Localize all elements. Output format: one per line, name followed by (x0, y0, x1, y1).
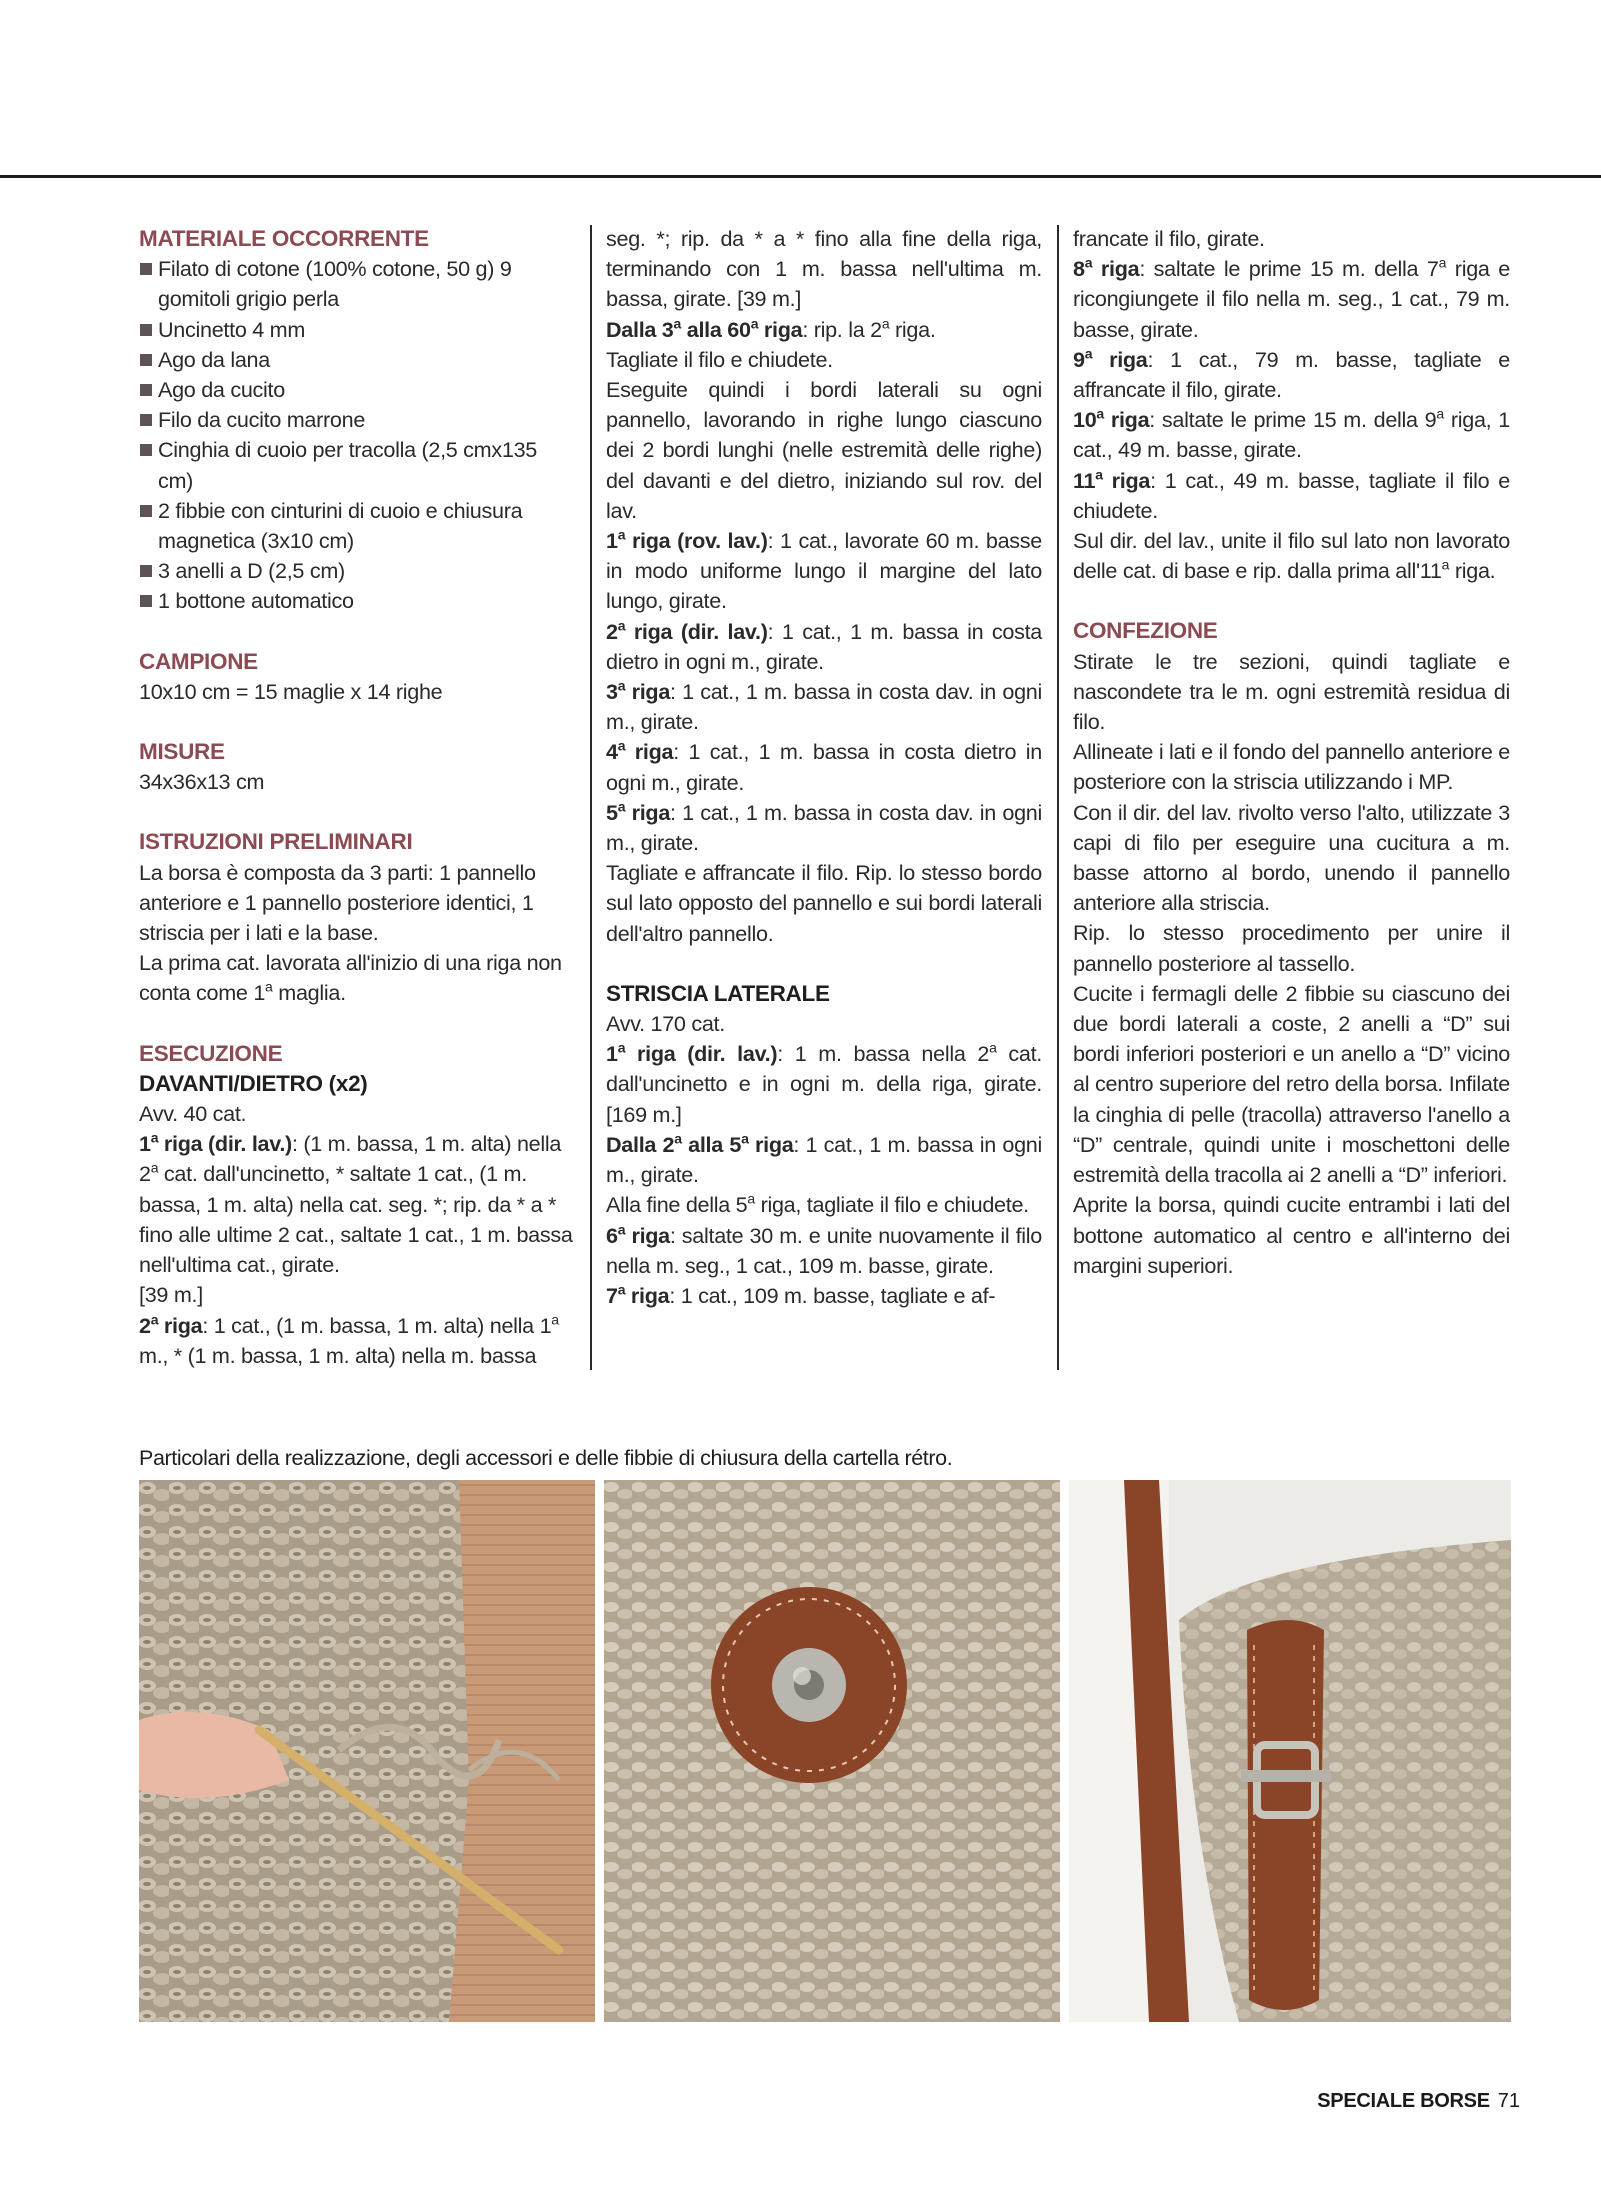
paragraph: Aprite la borsa, quindi cucite entrambi i lati del bottone automatico al centro e all'interno dei margini superiori. (1073, 1192, 1510, 1278)
top-rule (0, 175, 1601, 178)
border-row-5: 5$^a$ riga: 1 cat., 1 m. bassa in costa dav. in ogni m., girate. (606, 798, 1042, 856)
paragraph: Tagliate e affrancate il filo. Rip. lo stesso bordo sul lato opposto del pannello e sui bordi laterali dell'altro pannello. (606, 860, 1042, 946)
strip-rows-2-5: Dalla 2$^a$ alla 5$^a$ riga: 1 cat., 1 m. bassa in ogni m., girate. (606, 1130, 1042, 1188)
border-row-4: 4$^a$ riga: 1 cat., 1 m. bassa in costa dietro in ogni m., girate. (606, 738, 1042, 795)
campione-text: 10x10 cm = 15 maglie x 14 righe (139, 678, 443, 704)
istruzioni-note: La prima cat. lavorata all'inizio di una riga non conta come 1$^a$ maglia. (139, 950, 562, 1006)
strip-row-7: 7$^a$ riga: 1 cat., 109 m. basse, tagliate e af- (606, 1281, 996, 1308)
paragraph: Alla fine della 5$^a$ riga, tagliate il filo e chiudete. (606, 1190, 1029, 1218)
strip-row-1: 1$^a$ riga (dir. lav.): 1 m. bassa nella 2$^a$ cat. dall'uncinetto e in ogni m. della riga, girate. [169 m.] (606, 1039, 1042, 1127)
paragraph: Stirate le tre sezioni, quindi tagliate e nascondete tra le m. ogni estremità residua di filo. (1073, 648, 1510, 735)
bullet-square-icon (140, 414, 152, 426)
bullet-square-icon (140, 565, 152, 577)
strip-row-8: 8$^a$ riga: saltate le prime 15 m. della 7$^a$ riga e ricongiungete il filo nella m. seg., 1 cat., 79 m. basse, girate. (1073, 254, 1510, 342)
list-item: Filato di cotone (100% cotone, 50 g) 9 gomitoli grigio perla (139, 254, 575, 314)
photo-caption: Particolari della realizzazione, degli accessori e delle fibbie di chiusura della cartella rétro. (139, 1446, 953, 1470)
paragraph: Cucite i fermagli delle 2 fibbie su ciascuno dei due bordi laterali a coste, 2 anelli a “D” sui bordi inferiori posteriori e un anello a “D” vicino al centro superiore del retro della borsa. Infilate la cinghia di pelle (tracolla) attraverso l'anello a “D” centrale, quindi unite i moschettoni delle estremità della tracolla ai 2 anelli a “D” inferiori. (1073, 980, 1510, 1188)
paragraph: Eseguite quindi i bordi laterali su ogni pannello, lavorando in righe lungo ciascuno dei 2 bordi lunghi (nelle estremità delle righe) del davanti e del dietro, iniziando sul rov. del lav. (606, 377, 1042, 523)
list-item: 3 anelli a D (2,5 cm) (139, 556, 575, 586)
istruzioni-text: La borsa è composta da 3 parti: 1 pannello anteriore e 1 pannello posteriore identici, 1 striscia per i lati e la base. (139, 859, 536, 946)
row-1-instruction: 1$^a$ riga (dir. lav.): (1 m. bassa, 1 m. alta) nella 2$^a$ cat. dall'uncinetto, * saltate 1 cat., (1 m. bassa, 1 m. alta) nella cat. seg. *; rip. da * a * fino alle ultime 2 cat., saltate 1 cat., 1 m. bassa nell'ultima cat., girate. (139, 1129, 573, 1278)
buckle-image (1069, 1480, 1511, 2022)
row-1-count: [39 m.] (139, 1282, 203, 1308)
paragraph: Sul dir. del lav., unite il filo sul lato non lavorato delle cat. di base e rip. dalla prima all'11$^a$ riga. (1073, 528, 1510, 584)
photo-buckle (1069, 1480, 1511, 2022)
paragraph: Tagliate il filo e chiudete. (606, 346, 833, 372)
subheading-striscia-laterale: STRISCIA LATERALE (606, 980, 830, 1006)
strip-avvio: Avv. 170 cat. (606, 1011, 725, 1037)
list-item: Ago da lana (139, 345, 575, 375)
subheading-davanti-dietro: DAVANTI/DIETRO (x2) (139, 1070, 368, 1096)
bullet-square-icon (140, 444, 152, 456)
border-row-3: 3$^a$ riga: 1 cat., 1 m. bassa in costa dav. in ogni m., girate. (606, 677, 1042, 735)
column-3 (1073, 224, 1510, 1281)
list-item: Cinghia di cuoio per tracolla (2,5 cmx135 cm) (139, 435, 575, 495)
list-item: 2 fibbie con cinturini di cuoio e chiusura magnetica (3x10 cm) (139, 496, 575, 556)
crochet-work-image (139, 1480, 595, 2022)
bullet-square-icon (140, 384, 152, 396)
paragraph: francate il filo, girate. (1073, 226, 1265, 251)
column-divider (1057, 225, 1059, 1370)
list-item: 1 bottone automatico (139, 586, 575, 616)
photo-crochet-work (139, 1480, 595, 2022)
bullet-square-icon (140, 354, 152, 366)
heading-confezione: CONFEZIONE (1073, 618, 1218, 644)
avvio-text: Avv. 40 cat. (139, 1101, 247, 1127)
border-row-2: 2$^a$ riga (dir. lav.): 1 cat., 1 m. bassa in costa dietro in ogni m., girate. (606, 617, 1042, 674)
strip-row-11: 11$^a$ riga: 1 cat., 49 m. basse, tagliate il filo e chiudete. (1073, 466, 1510, 523)
strip-row-10: 10$^a$ riga: saltate le prime 15 m. della 9$^a$ riga, 1 cat., 49 m. basse, girate. (1073, 405, 1510, 463)
bullet-square-icon (140, 505, 152, 517)
border-row-1: 1$^a$ riga (rov. lav.): 1 cat., lavorate 60 m. basse in modo uniforme lungo il margine del lato lungo, girate. (606, 526, 1042, 614)
column-divider (590, 225, 592, 1370)
bullet-square-icon (140, 263, 152, 275)
heading-campione: CAMPIONE (139, 648, 258, 674)
page-footer (1300, 2090, 1520, 2113)
rows-3-60-instruction: Dalla 3$^a$ alla 60$^a$ riga: rip. la 2$^a$ riga. (606, 315, 936, 342)
strip-row-6: 6$^a$ riga: saltate 30 m. e unite nuovamente il filo nella m. seg., 1 cat., 109 m. basse, girate. (606, 1221, 1043, 1278)
photo-magnetic-closure (604, 1480, 1060, 2022)
paragraph: Con il dir. del lav. rivolto verso l'alto, utilizzate 3 capi di filo per eseguire una cucitura a m. basse attorno al bordo, unendo il pannello anteriore alla striscia. (1073, 799, 1510, 916)
page-number: 71 (1497, 2090, 1520, 2112)
bullet-square-icon (140, 595, 152, 607)
magnetic-closure-image (604, 1480, 1060, 2022)
misure-text: 34x36x13 cm (139, 769, 265, 795)
bullet-square-icon (140, 324, 152, 336)
strip-row-9: 9$^a$ riga: 1 cat., 79 m. basse, tagliate e affrancate il filo, girate. (1073, 345, 1510, 403)
section-name: SPECIALE BORSE (1317, 2090, 1490, 2112)
heading-misure: MISURE (139, 739, 225, 765)
heading-materiale: MATERIALE OCCORRENTE (139, 226, 429, 251)
paragraph: seg. *; rip. da * a * fino alla fine della riga, terminando con 1 m. bassa nell'ultima m. bassa, girate. [39 m.] (606, 226, 1042, 312)
paragraph: Rip. lo stesso procedimento per unire il pannello posteriore al tassello. (1073, 920, 1510, 976)
list-item: Ago da cucito (139, 375, 575, 405)
paragraph: Allineate i lati e il fondo del pannello anteriore e posteriore con la striscia utilizzando i MP. (1073, 739, 1510, 795)
heading-esecuzione: ESECUZIONE (139, 1040, 283, 1066)
list-item: Filo da cucito marrone (139, 405, 575, 435)
row-2-instruction: 2$^a$ riga: 1 cat., (1 m. bassa, 1 m. alta) nella 1$^a$ m., * (1 m. bassa, 1 m. alta) nella m. bassa (139, 1311, 559, 1368)
column-2 (606, 224, 1042, 1311)
column-1 (139, 224, 575, 1371)
list-item: Uncinetto 4 mm (139, 315, 575, 345)
materials-list (139, 254, 575, 616)
heading-istruzioni: ISTRUZIONI PRELIMINARI (139, 829, 413, 855)
